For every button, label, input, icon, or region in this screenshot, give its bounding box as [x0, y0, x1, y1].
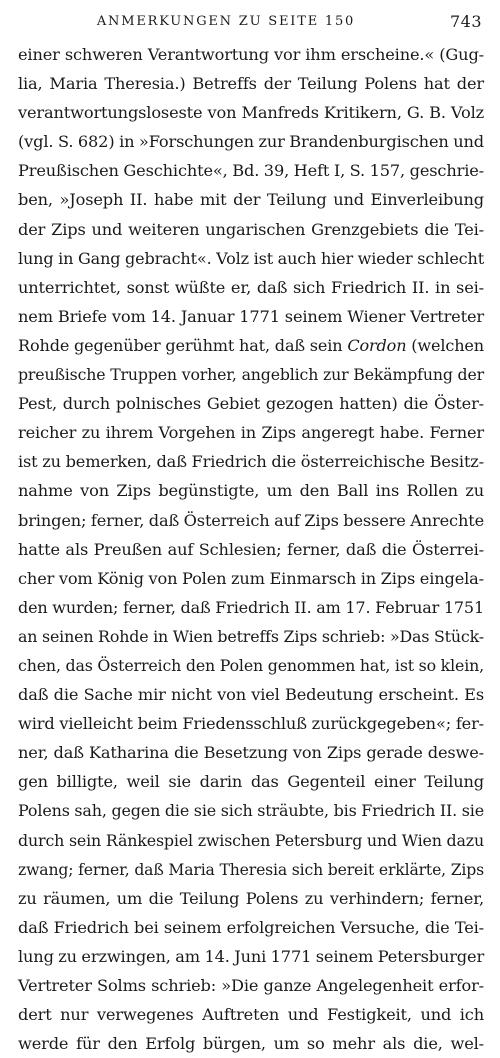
running-head: ANMERKUNGEN ZU SEITE 150	[96, 14, 356, 29]
page-number: 743	[449, 12, 482, 31]
text-line: lung zu erzwingen, am 14. Juni 1771 seinem Petersburger	[18, 946, 485, 966]
text-line: nem Briefe vom 14. Januar 1771 seinem Wiener Vertreter	[18, 306, 484, 326]
page-header	[30, 10, 482, 36]
text-line: preußische Truppen vorher, angeblich zur Bekämpfung der	[18, 365, 484, 385]
text-line: Vertreter Solms schrieb: »Die ganze Angelegenheit erfor-	[18, 976, 484, 995]
text-line: zu räumen, um die Teilung Polens zu verhindern; ferner,	[18, 888, 484, 908]
text-line: ist zu bemerken, daß Friedrich die österreichische Besitz-	[18, 452, 484, 472]
text-line: lia, Maria Theresia.) Betreffs der Teilung Polens hat der	[18, 74, 484, 94]
text-line: cher vom König von Polen zum Einmarsch in Zips eingela-	[18, 568, 484, 588]
text-line: ben, »Joseph II. habe mit der Teilung und Einverleibung	[18, 190, 484, 210]
text-line: lung in Gang gebracht«. Volz ist auch hier wieder schlecht	[18, 248, 484, 268]
text-line: hatte als Preußen auf Schlesien; ferner, daß die Österrei-	[18, 539, 484, 559]
text-line: wird vielleicht beim Friedensschluß zurückgegeben«; fer-	[18, 714, 484, 734]
emphasis: Cordon	[347, 335, 407, 355]
text-line: den wurden; ferner, daß Friedrich II. am 17. Februar 1751	[18, 597, 484, 617]
text-line: chen, das Österreich den Polen genommen hat, ist so klein,	[18, 655, 484, 675]
text-line: werde für den Erfolg bürgen, um so mehr als die, wel-	[18, 1034, 484, 1054]
text-line: unterrichtet, sonst wüßte er, daß sich Friedrich II. in sei-	[18, 277, 484, 297]
text-line: an seinen Rohde in Wien betreffs Zips schrieb: »Das Stück-	[18, 626, 484, 646]
text-line: (vgl. S. 682) in »Forschungen zur Brandenburgischen und	[18, 132, 484, 152]
text-line: Polens sah, gegen die sie sich sträubte, bis Friedrich II. sie	[18, 801, 484, 821]
text-line: Rohde gegenüber gerühmt hat, daß sein Cordon (welchen	[18, 335, 484, 355]
text-line: zwang; ferner, daß Maria Theresia sich bereit erklärte, Zips	[18, 859, 484, 879]
text-line: Preußischen Geschichte«, Bd. 39, Heft I, S. 157, geschrie-	[18, 161, 484, 181]
text-line: Pest, durch polnisches Gebiet gezogen hatten) die Öster-	[18, 394, 484, 414]
text-line: verantwortungsloseste von Manfreds Kritikern, G. B. Volz	[18, 103, 484, 123]
text-line: bringen; ferner, daß Österreich auf Zips bessere Anrechte	[18, 510, 484, 530]
text-line: gen billigte, weil sie darin das Gegenteil einer Teilung	[18, 772, 484, 792]
text-line: einer schweren Verantwortung vor ihm erscheine.« (Gug-	[18, 45, 484, 64]
text-line: nahme von Zips begünstigte, um den Ball ins Rollen zu	[18, 481, 484, 501]
text-line: dert nur verwegenes Auftreten und Festigkeit, und ich	[18, 1005, 484, 1025]
text-line: durch sein Ränkespiel zwischen Petersburg und Wien dazu	[18, 830, 484, 850]
text-line: der Zips und weiteren ungarischen Grenzgebiets die Tei-	[18, 219, 484, 239]
text-line: daß Friedrich bei seinem erfolgreichen Versuche, die Tei-	[18, 917, 484, 937]
text-line: reicher zu ihrem Vorgehen in Zips angeregt habe. Ferner	[18, 423, 484, 443]
text-line: daß die Sache mir nicht von viel Bedeutung erscheint. Es	[18, 685, 484, 705]
body-text	[18, 40, 484, 1058]
text-line: ner, daß Katharina die Besetzung von Zips gerade deswe-	[18, 743, 484, 763]
